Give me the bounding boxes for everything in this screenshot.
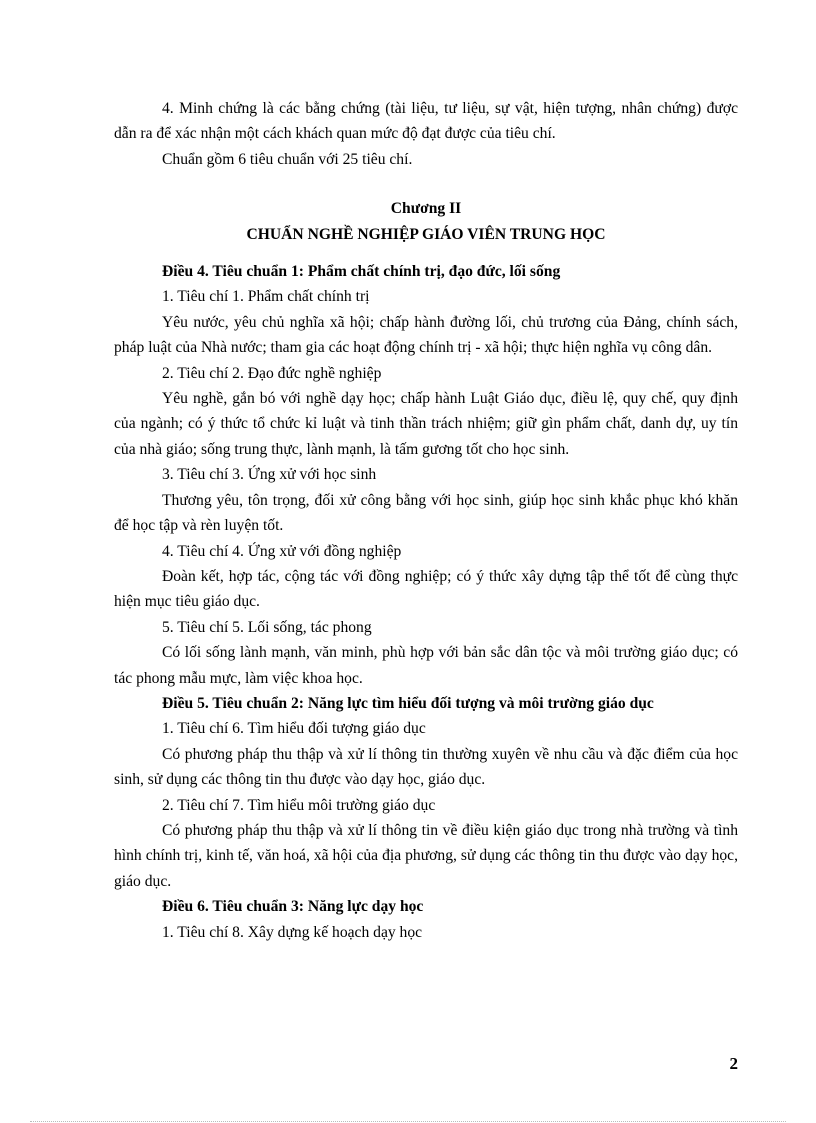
article-heading: Điều 5. Tiêu chuẩn 2: Năng lực tìm hiểu đối tượng và môi trường giáo dục bbox=[162, 694, 654, 712]
criterion-description: Có lối sống lành mạnh, văn minh, phù hợp với bản sắc dân tộc và môi trường giáo dục; có tác phong mẫu mực, làm việc khoa học. bbox=[114, 644, 738, 687]
criterion-description: Yêu nghề, gắn bó với nghề dạy học; chấp hành Luật Giáo dục, điều lệ, quy chế, quy định của ngành; có ý thức tổ chức kỉ luật và tinh thần trách nhiệm; giữ gìn phẩm chất, danh dự, uy tín của nhà giáo; sống trung thực, lành mạnh, là tấm gương tốt cho học sinh. bbox=[114, 390, 738, 458]
criterion-title: 1. Tiêu chí 1. Phẩm chất chính trị bbox=[162, 288, 370, 306]
intro-paragraph: 4. Minh chứng là các bằng chứng (tài liệu, tư liệu, sự vật, hiện tượng, nhân chứng) được dẫn ra để xác nhận một cách khách quan mức độ đạt được của tiêu chí. bbox=[114, 100, 738, 143]
criterion-description: Có phương pháp thu thập và xử lí thông tin thường xuyên về nhu cầu và đặc điểm của học sinh, sử dụng các thông tin thu được vào dạy học, giáo dục. bbox=[114, 745, 738, 789]
criterion-title: 5. Tiêu chí 5. Lối sống, tác phong bbox=[162, 618, 372, 636]
criterion-description: Thương yêu, tôn trọng, đối xử công bằng với học sinh, giúp học sinh khắc phục khó khăn để học tập và rèn luyện tốt. bbox=[114, 491, 738, 535]
criterion-description: Đoàn kết, hợp tác, cộng tác với đồng nghiệp; có ý thức xây dựng tập thể tốt để cùng thực hiện mục tiêu giáo dục. bbox=[114, 567, 738, 611]
intro-paragraph: Chuẩn gồm 6 tiêu chuẩn với 25 tiêu chí. bbox=[162, 150, 413, 168]
page-content bbox=[114, 96, 738, 945]
criterion-title: 2. Tiêu chí 2. Đạo đức nghề nghiệp bbox=[162, 364, 382, 382]
criterion-description: Có phương pháp thu thập và xử lí thông tin về điều kiện giáo dục trong nhà trường và tình hình chính trị, kinh tế, văn hoá, xã hội của địa phương, sử dụng các thông tin thu được vào dạy học, giáo dục. bbox=[114, 821, 738, 890]
criterion-title: 1. Tiêu chí 8. Xây dựng kế hoạch dạy học bbox=[162, 923, 423, 941]
criterion-title: 1. Tiêu chí 6. Tìm hiểu đối tượng giáo dục bbox=[162, 720, 426, 738]
criterion-title: 2. Tiêu chí 7. Tìm hiểu môi trường giáo dục bbox=[162, 796, 436, 814]
chapter-subtitle: CHUẨN NGHỀ NGHIỆP GIÁO VIÊN TRUNG HỌC bbox=[246, 225, 606, 243]
criterion-description: Yêu nước, yêu chủ nghĩa xã hội; chấp hành đường lối, chủ trương của Đảng, chính sách, pháp luật của Nhà nước; tham gia các hoạt động chính trị - xã hội; thực hiện nghĩa vụ công dân. bbox=[114, 313, 738, 357]
page-bottom-divider bbox=[30, 1121, 786, 1122]
article-heading: Điều 4. Tiêu chuẩn 1: Phẩm chất chính trị, đạo đức, lối sống bbox=[162, 263, 561, 281]
chapter-title: Chương II bbox=[390, 200, 462, 218]
criterion-title: 4. Tiêu chí 4. Ứng xử với đồng nghiệp bbox=[162, 542, 402, 560]
article-heading: Điều 6. Tiêu chuẩn 3: Năng lực dạy học bbox=[162, 898, 424, 916]
criterion-title: 3. Tiêu chí 3. Ứng xử với học sinh bbox=[162, 466, 377, 484]
page-number: 2 bbox=[729, 1054, 738, 1073]
